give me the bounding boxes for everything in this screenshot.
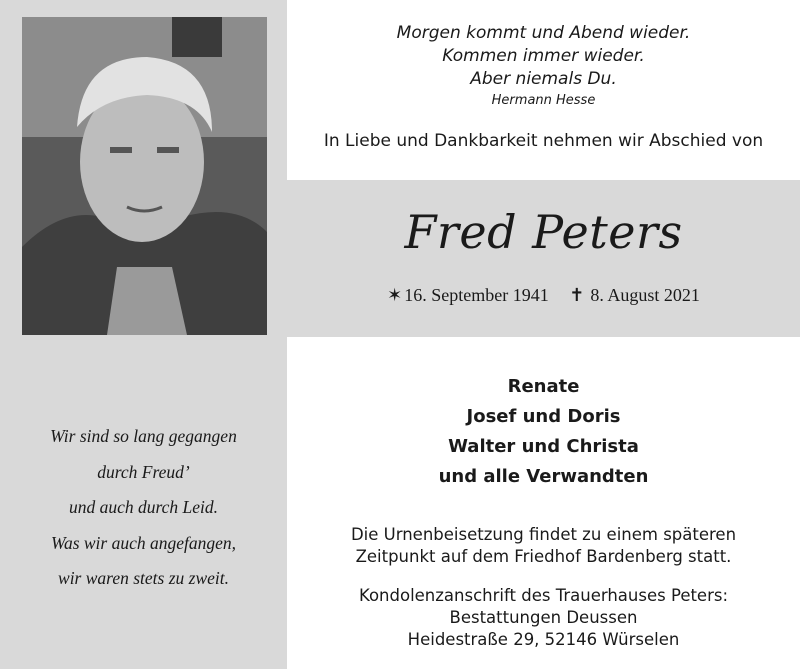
poem-line: wir waren stets zu zweit.: [58, 568, 229, 588]
motto-author: Hermann Hesse: [491, 93, 596, 108]
burial-notice: [287, 524, 800, 568]
birth-date: ✶ 16. September 1941: [387, 285, 549, 305]
burial-line: Die Urnenbeisetzung findet zu einem späteren: [350, 525, 737, 544]
life-dates: [287, 285, 800, 306]
poem-line: Wir sind so lang gegangen: [50, 426, 237, 446]
poem: [0, 419, 287, 597]
burial-line: Zeitpunkt auf dem Friedhof Bardenberg statt.: [355, 547, 732, 566]
address-line: Heidestraße 29, 52146 Würselen: [407, 630, 680, 649]
deceased-name: Fred Peters: [404, 205, 683, 259]
portrait-image: [22, 17, 267, 335]
address-line: Bestattungen Deussen: [449, 608, 638, 627]
intro-text: In Liebe und Dankbarkeit nehmen wir Abschied von: [323, 131, 764, 151]
poem-line: und auch durch Leid.: [68, 497, 219, 517]
poem-line: Was wir auch angefangen,: [50, 532, 237, 553]
family-member: Renate: [507, 376, 580, 397]
motto-line: Aber niemals Du.: [470, 69, 617, 89]
family-list: [287, 372, 800, 492]
motto-line: Kommen immer wieder.: [442, 46, 645, 66]
death-date: ✝ 8. August 2021: [569, 285, 700, 305]
star-icon: ✶: [387, 285, 403, 305]
poem-line: durch Freud’: [97, 461, 190, 482]
portrait-photo: [22, 17, 267, 335]
cross-icon: ✝: [569, 285, 585, 305]
family-member: Josef und Doris: [466, 406, 621, 427]
motto-line: Morgen kommt und Abend wieder.: [396, 23, 691, 43]
motto-quote: [287, 22, 800, 111]
address-line: Kondolenzanschrift des Trauerhauses Peters:: [358, 586, 729, 605]
condolence-address: [287, 585, 800, 651]
family-member: Walter und Christa: [448, 436, 639, 457]
family-member: und alle Verwandten: [438, 466, 649, 487]
